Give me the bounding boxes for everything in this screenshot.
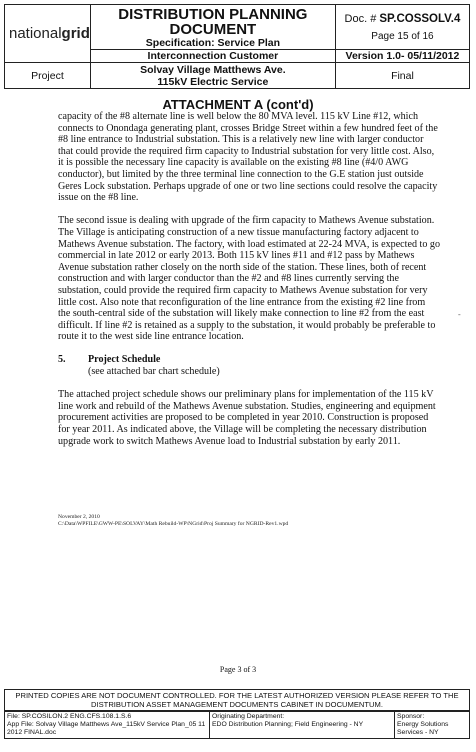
attachment-title: ATTACHMENT A (cont'd): [162, 97, 314, 112]
paragraph-second-issue: The second issue is dealing with upgrade of the firm capacity to Mathews Avenue substation. The Village is anticipating construction of a new tissue manufacturing factory adjacent to Mathews Avenue substation. The factory, with load estimated at 22-24 MVA, is expected to go commercial in late 2012 or early 2013. Both 115 kV lines #11 and #12 pass by Mathews Avenue substation rather closely on the north side of the station. These lines, both of recent construction and with larger conductor than the #2 and #8 lines currently serving the substation, could provide the required firm capacity to Mathews Avenue substation for very little cost. Also note that reconfiguration of the line entrance from the existing #2 line from the south-central side of the substation will likely make connection to line #2 from the east difficult. If line #2 is retained as a supply to the substation, it would probably be preferable to route it to the west side line entrance location.: [58, 215, 440, 343]
version-label: Version 1.0- 05/11/2012: [335, 50, 469, 63]
paragraph-schedule: The attached project schedule shows our preliminary plans for implementation of the 115 kV line work and rebuild of the Mathews Avenue substation. Studies, engineering and equipment procurement activities are proposed to be completed in year 2010. Construction is proposed for year 2011. As indicated above, the Village will be completing the necessary distribution upgrade work to switch Mathews Avenue load to Industrial substation by early 2011.: [58, 389, 436, 447]
section-subtitle: (see attached bar chart schedule): [88, 366, 220, 378]
file-info: File: SP.COSILON.2 ENG.CFS.108.1.S.6 App File: Solvay Village Matthews Ave_115kV Service Plan_05 11 2012 FINAL.doc: [5, 712, 210, 739]
status-label: Final: [335, 63, 469, 89]
logo-text-bold: grid: [61, 25, 90, 42]
company-logo: [5, 5, 91, 63]
footnote-date: November 2, 2010: [58, 514, 100, 520]
sponsor: Sponsor: Energy Solutions Services - NY: [395, 712, 470, 739]
specification-label: Specification: Service Plan: [145, 37, 280, 49]
margin-mark: -: [458, 310, 461, 319]
section-heading: [58, 354, 440, 366]
paragraph-line-capacity: capacity of the #8 alternate line is well below the 80 MVA level. 115 kV Line #12, which connects to Onondaga generating plant, crosses Bridge Street within a few hundred feet of the #8 line entrance to Industrial substation. This is a relatively new line with larger conductor that could provide the required firm capacity to Industrial substation for very little cost. Also, it is possible the necessary line capacity is available on the existing #8 line (#4/0 AWG conductor), but limited by the three terminal line connection to the G.E station just outside Geres Lock substation. Perhaps upgrade of one or two line sections could resolve the capacity issue on the #8 line.: [58, 111, 438, 204]
file-footnote: [58, 514, 288, 528]
document-title: DISTRIBUTION PLANNING DOCUMENT: [118, 6, 308, 38]
inner-page-number: Page 3 of 3: [219, 665, 257, 674]
page-indicator: Page 15 of 16: [371, 30, 434, 42]
document-title-cell: [90, 5, 335, 50]
document-footer: [4, 711, 470, 739]
originating-department: Originating Department: EDO Distribution Planning; Field Engineering - NY: [210, 712, 395, 739]
footnote-path: C:\Data\WPFILE\GWW-PE\SOLVAY\Math Rebuild-WP\NGrid\Proj Summary for NGRID-Rev1.wpd: [58, 521, 289, 527]
project-label: Project: [5, 63, 91, 89]
doc-number: Doc. # SP.COSSOLV.4: [344, 12, 461, 25]
doc-number-cell: [335, 5, 469, 50]
project-name: Solvay Village Matthews Ave. 115kV Electric Service: [90, 63, 335, 89]
section-number: 5.: [58, 354, 66, 366]
document-header: [4, 4, 470, 89]
control-notice: PRINTED COPIES ARE NOT DOCUMENT CONTROLLED. FOR THE LATEST AUTHORIZED VERSION PLEASE REFER TO THE DISTRIBUTION ASSET MANAGEMENT DOCUMENTS CABINET IN DOCUMENTUM.: [4, 689, 470, 711]
logo-text: national: [9, 25, 62, 42]
interconnection-label: Interconnection Customer: [90, 50, 335, 63]
document-body: [58, 111, 440, 459]
section-title: Project Schedule: [88, 354, 161, 366]
